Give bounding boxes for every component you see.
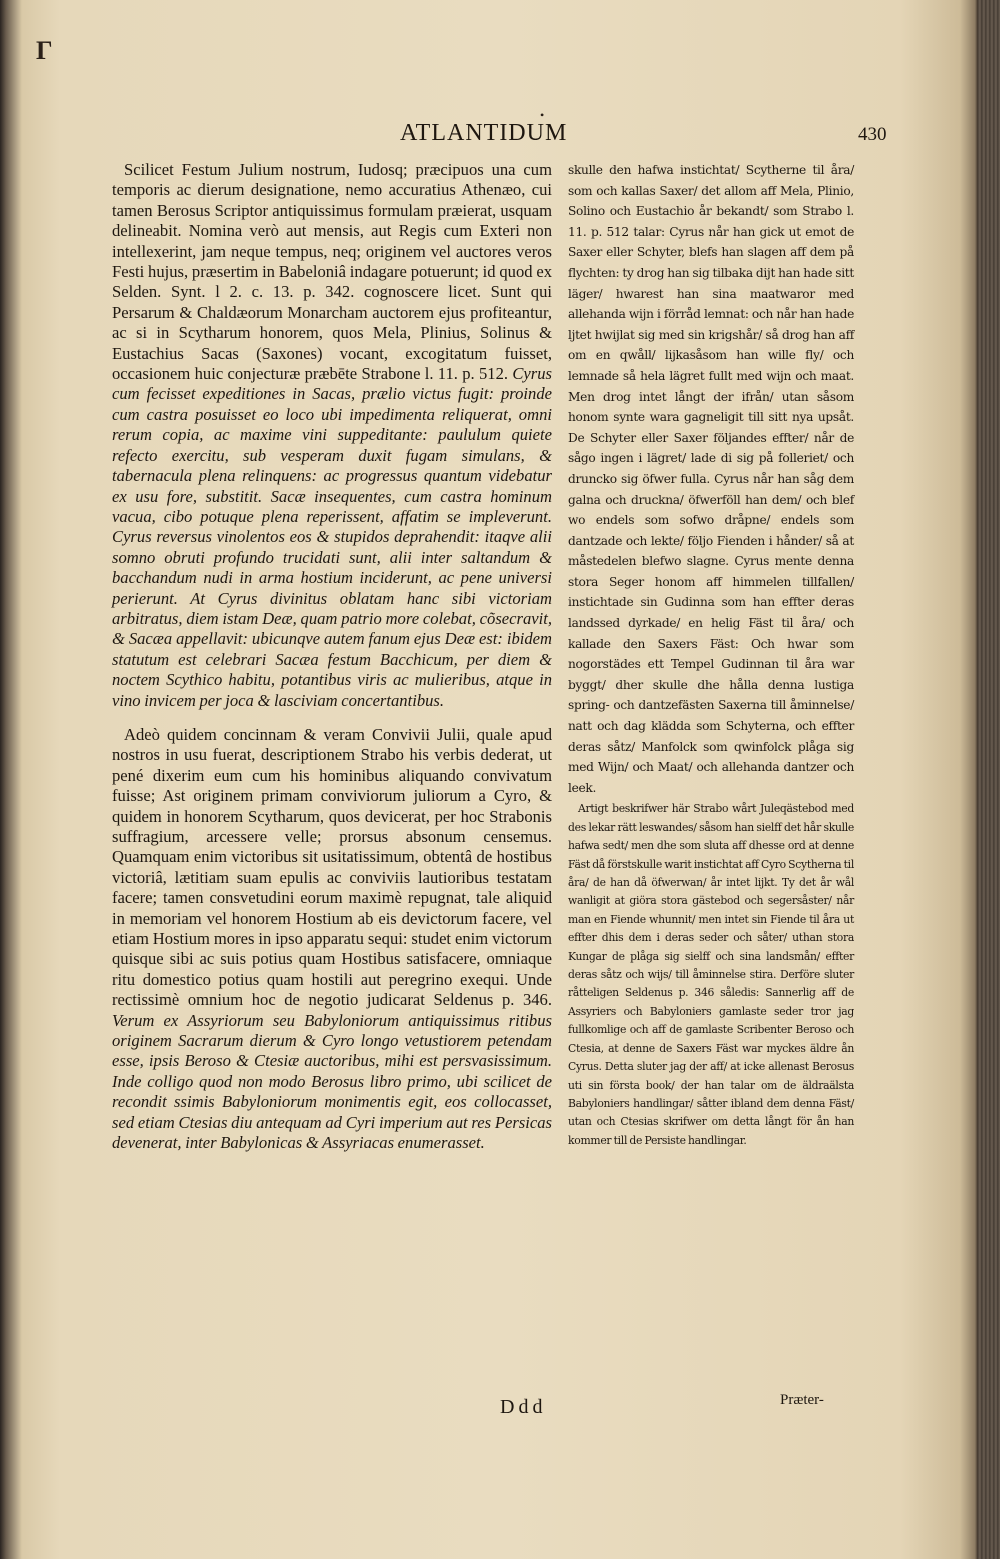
swedish-paragraph-1: skulle den hafwa instichtat/ Scytherne til åra/ som och kallas Saxer/ det allom aff Mela, Plinio, Solino och Eustachio år bekandt/ som Strabo l. 11. p. 512 talar: Cyrus når han gick ut emot de Saxer eller Schyter, blefs han slagen aff dem på flychten: ty drog han sig tilbaka dijt han hade sitt läger/ hwarest han sina maatwaror med allehanda wijn i förråd lemnat: och når han hade ljtet hwijlat sig med sin krigshår/ så drog han aff om en qwåll/ lijkasåsom han wille fly/ och lemnade så hela lägret fullt med wijn och maat. Men drog intet långt der ifrån/ utan såsom honom synte wara gagneligit till sitt nya upsåt. De Schyter eller Saxer följandes effter/ når de sågo ingen i lägret/ lade di sig på folleriet/ och druncko sig öfwer fulla. Cyrus når han såg dem galna och druckna/ öfwerföll han dem/ och blef wo endels som sofwo dråpne/ endels som dantzade och lekte/ följo Fienden i hånder/ så at måstedelen blefwo slagne. Cyrus mente denna stora Seger honom aff himmelen tillfallen/ instichtade sin Gudinna som han effter deras landssed dyrkade/ en helig Fäst til åra/ och kallade den Saxers Fäst: Och hwar som nogorstädes ett Tempel Gudinnan til åra war byggt/ dher skulle dhe hålla denna lustiga spring- och dantzefästen Saxerna till åminnelse/ natt och dag klädda som Schyterna, och effter deras såtz/ Manfolck som qwinfolck plåga sig med Wijn/ och Maat/ och allehanda dantzer och leek. — [568, 163, 854, 795]
swedish-paragraph-2: Artigt beskrifwer här Strabo wårt Juleqästebod med des lekar rätt leswandes/ såsom han sielff det hår skulle hafwa sedt/ men dhe som sluta aff dhesse ord at denne Fäst då förstskulle warit instichtat aff Cyro Scytherna til åra/ de han då öfwerwan/ år intet lijkt. Ty det år wål wanligit at giöra stora gästebod och segersåster/ når man en Fiende whunnit/ men intet sin Fiende til åra ut effter dhis dem i deras seder och såter/ uthan stora Kungar de plåga sig sielff och sina landsmån/ effter deras såtz och wijs/ till åminnelse stira. Derföre sluter råtteligen Seldenus p. 346 såledis: Sannerlig aff de Assyriers och Babyloniers gamlaste seder tror jag fullkomlige och aff de gamlaste Scribenter Beroso och Ctesia, at denne de Saxers Fäst war myckes äldre ån Cyrus. Detta sluter jag der aff/ at icke allenast Berosus uti sin första book/ der han talar om de äldraälsta Babyloniers handlingar/ såtter ibland dem denna Fäst/ utan och Ctesias skrifwer om detta långt för ån han kommer till de Persiste handlingar. — [568, 802, 854, 1147]
latin-paragraph-2-quote: Verum ex Assyriorum seu Babyloniorum antiquissimus ritibus originem Sacrarum dierum & Cyro longo vetustiorem petendam esse, ipsis Beroso & Ctesiæ auctoribus, mihi est persvasissimum. Inde colligo quod non modo Berosus libro primo, ubi scilicet de recondit ssimis Babyloniorum monimentis egit, eos collocasset, sed etiam Ctesias diu antequam ad Cyri imperium aut res Persicas devenerat, inter Babylonicas & Assyriacas enumerasset. — [112, 1010, 552, 1153]
latin-paragraph-1-quote: Cyrus cum fecisset expeditiones in Sacas, prælio victus fugit: proinde cum castra posuisset eo loco ubi impedimenta reliquerat, omni rerum copia, ac maxime vini suppeditante: paululum quiete refecto exercitu, sub vesperam duxit fugam simulans, & tabernacula plena relinquens: ac progressus quantum videbatur ex usu fore, substitit. Sacæ insequentes, cum castra hominum vacua, cibo potuque plena reperissent, affatim se impleverunt. Cyrus reversus vinolentos eos & stupidos deprahendit: itaqve alii somno obruti profundo trucidati sunt, alii inter saltandum & bacchandum nudi in arma hostium inciderunt, ac pene universi perierunt. At Cyrus divinitus oblatam hanc sibi victoriam arbitratus, diem istam Deæ, quam patrio more colebat, cõsecravit, & Sacæa appellavit: ubicunqve autem fanum ejus Deæ est: ibidem statutum est celebrari Sacæa festum Bacchicum, per diem & noctem Scythico habitu, potantibus viris ac mulieribus, atque in vino invicem per joca & lasciviam concertantibus. — [112, 364, 552, 710]
latin-paragraph-1-text: Scilicet Festum Julium nostrum, Iudosq; præcipuos una cum temporis ac dierum designatione, nemo accuratius Athenæo, cui tamen Berosus Scriptor antiquissimus formulam præierat, usquam delineabit. Nomina verò aut mensis, aut Regis cum Exteri non intellexerint, jam neque tempus, neq; originem vel auctores veros Festi hujus, præsertim in Babeloniâ indagare potuerunt; id quod ex Selden. Synt. l 2. c. 13. p. 342. cognoscere licet. Sunt qui Persarum & Chaldæorum Monarcham auctorem ejus profiteantur, ac si in Scytharum honorem, quos Mela, Plinius, Solinus & Eustachius Sacas (Saxones) vocant, excogitatum fuisset, occasionem huic conjecturæ præbēte Strabone l. 11. p. 512. — [112, 160, 552, 384]
latin-paragraph-2-text: Adeò quidem concinnam & veram Convivii Julii, quale apud nostros in usu fuerat, descriptionem Strabo his verbis dederat, ut pené dixerim eum cum his hominibus aliquando convivatum fuisse; Ast originem primam conviviorum juliorum a Cyro, & quidem in honorem Scytharum, quos devicerat, per hoc Strabonis suffragium, arcessere velle; prorsus absonum censemus. Quamquam enim victoribus sit usitatissimum, obtentâ de hostibus victoriâ, lætitiam suam epulis ac conviviis lautioribus testatam facere; tamen consvetudini eorum maximè repugnat, tale aliquid in memoriam vel honorem Hostium ab eis devictorum facere, vel etiam Hostium mores in ipso apparatu sequi: studet enim victorum quisque sibi ac suis potius quam Hostibus satisfacere, omniaque ritu domestico potius quam hostili aut peregrino exequi. Unde rectissimè omnium hoc de negotio judicarat Seldenus p. 346. — [112, 724, 552, 1010]
head-dot: • — [540, 108, 545, 122]
latin-column — [112, 160, 552, 1154]
running-head: ATLANTIDUM — [400, 120, 568, 146]
book-page-edges — [978, 0, 1000, 1559]
corner-mark: Г — [36, 36, 53, 65]
signature-mark: Ddd — [500, 1396, 547, 1418]
catchword: Præter- — [780, 1392, 824, 1408]
page-number: 430 — [858, 124, 887, 145]
latin-paragraph-1 — [112, 160, 552, 711]
swedish-column — [568, 160, 854, 1150]
latin-paragraph-2 — [112, 725, 552, 1154]
